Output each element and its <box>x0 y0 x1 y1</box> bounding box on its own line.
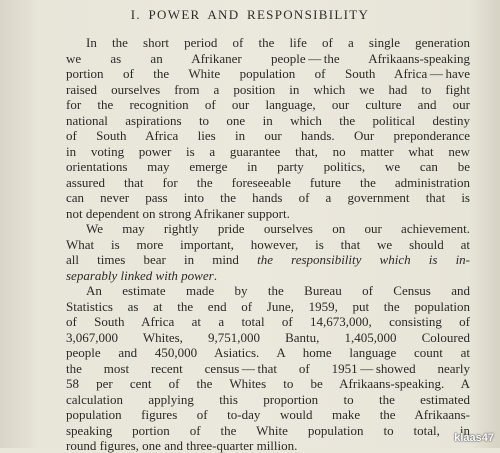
text-line-content: national aspirations to one in which the political destiny <box>66 112 470 128</box>
text-line <box>66 330 470 345</box>
text-line <box>66 190 470 205</box>
text-line-content: not dependent on strong Afrikaner support. <box>66 205 290 221</box>
text-line <box>66 113 470 128</box>
text-line <box>66 299 470 314</box>
text-line-content: population figures of to-day would make the Afrikaans- <box>66 407 470 422</box>
text-line-content: can never pass into the hands of a government that is <box>66 190 470 205</box>
text-line <box>86 283 470 298</box>
text-line-content: round figures, one and three-quarter million. <box>66 438 298 453</box>
text-line <box>66 97 470 112</box>
text-line-content: 58 per cent of the Whites to be Afrikaans-speaking. A <box>66 376 470 391</box>
text-line <box>66 144 470 159</box>
text-line-tail: . <box>213 267 217 283</box>
text-line-content: orientations may emerge in party politics, we can be <box>66 159 470 174</box>
text-line-content: What is more important, however, is that we should at <box>66 236 470 252</box>
text-line-content: We may rightly pride ourselves on our achievement. <box>86 221 470 236</box>
text-line <box>66 361 470 376</box>
text-line <box>66 128 470 143</box>
text-line-content: assured that for the foreseeable future the administration <box>66 174 470 190</box>
text-line <box>66 206 470 221</box>
text-line <box>66 438 470 453</box>
text-line <box>66 237 470 252</box>
text-line <box>66 252 470 267</box>
text-line-content: for the recognition of our language, our culture and our <box>66 97 470 112</box>
text-line <box>66 82 470 97</box>
text-line <box>86 35 470 50</box>
text-line-content: of South Africa lies in our hands. Our preponderance <box>66 128 470 143</box>
text-line-content: we as an Afrikaner people — the Afrikaans-speaking <box>66 50 470 66</box>
text-line-content: 3,067,000 Whites, 9,751,000 Bantu, 1,405,000 Coloured <box>66 329 470 345</box>
text-line-content: raised ourselves from a position in which we had to fight <box>66 81 470 97</box>
text-line <box>66 66 470 81</box>
chapter-heading: I. POWER AND RESPONSIBILITY <box>130 7 370 22</box>
text-line <box>66 268 470 283</box>
text-line-content: In the short period of the life of a single generation <box>86 35 470 50</box>
italic-phrase: separably linked with power <box>66 267 214 283</box>
text-line-content: of South Africa at a total of 14,673,000, consisting of <box>66 314 470 329</box>
text-line <box>66 51 470 66</box>
text-line-content: speaking portion of the White population to total, in <box>66 422 470 438</box>
text-line <box>66 376 470 391</box>
text-line-content: Statistics as at the end of June, 1959, put the population <box>66 298 470 314</box>
text-line <box>66 175 470 190</box>
text-line <box>66 423 470 438</box>
text-line-content: portion of the White population of South Africa — have <box>66 66 470 81</box>
italic-phrase: the responsibility which is in- <box>257 252 471 267</box>
text-line <box>66 345 470 360</box>
text-line <box>66 392 470 407</box>
text-line <box>86 221 470 236</box>
text-line-content: calculation applying this proportion to the estimated <box>66 391 470 407</box>
text-line-content: the most recent census — that of 1951 — showed nearly <box>66 360 470 376</box>
text-line <box>66 159 470 174</box>
text-line <box>66 314 470 329</box>
watermark: klaas47 <box>454 432 494 444</box>
text-line-content: in voting power is a guarantee that, no matter what new <box>66 143 470 159</box>
text-line-content: people and 450,000 Asiatics. A home language count at <box>66 345 470 360</box>
text-line-content: An estimate made by the Bureau of Census and <box>86 283 470 298</box>
text-line-content: all times bear in mind <box>66 252 239 267</box>
text-line <box>66 407 470 422</box>
